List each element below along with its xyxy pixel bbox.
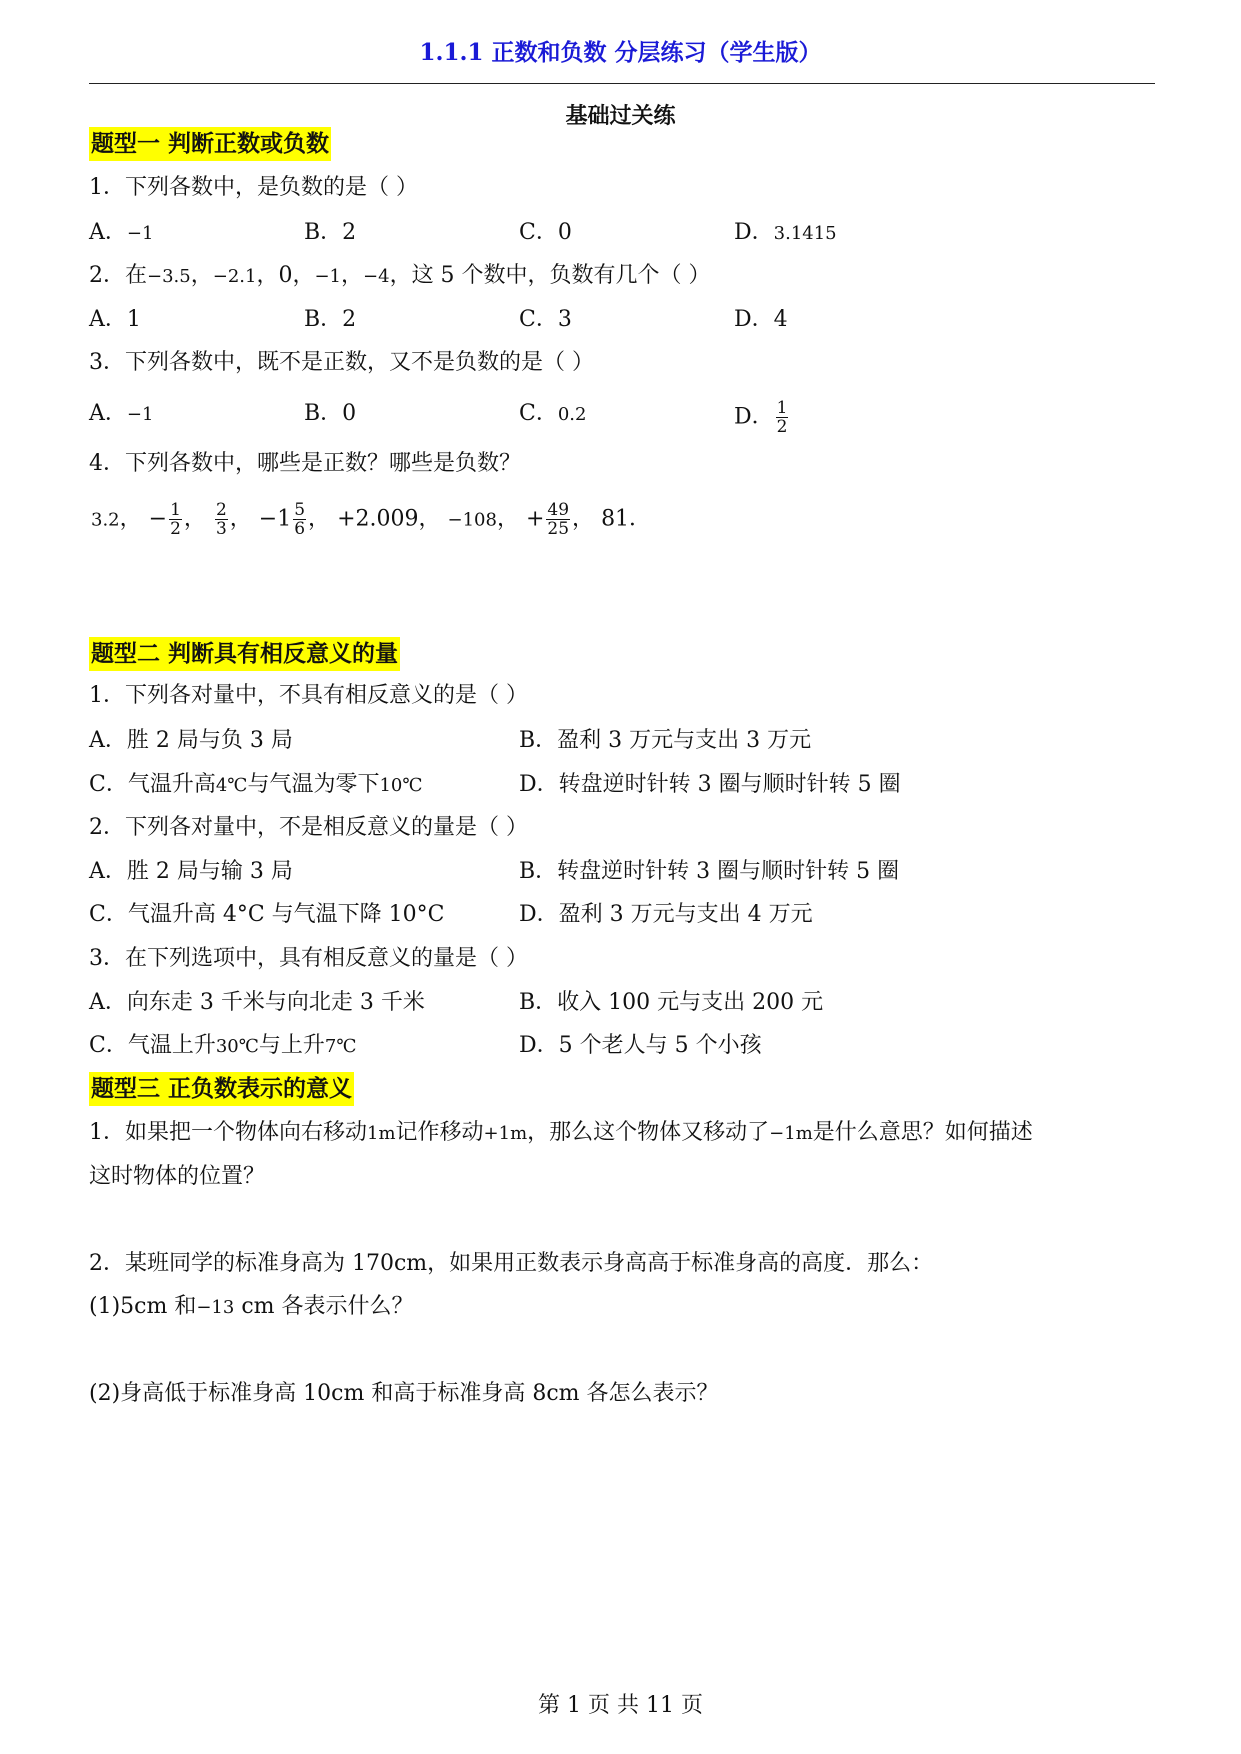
- option-c: C．0.2: [519, 401, 587, 426]
- fraction: $\frac{1}{2}$: [170, 500, 181, 539]
- question-2-1-stem: 1．下列各对量中，不具有相反意义的是（ ）: [89, 683, 528, 708]
- option-c: C．气温升高4℃与气温为零下10℃: [89, 772, 423, 797]
- option-b: B．盈利 3 万元与支出 3 万元: [519, 728, 812, 753]
- option-d: D．转盘逆时针转 3 圈与顺时针转 5 圈: [519, 772, 901, 797]
- number-list: 3.2， − $\frac{1}{2}$ ， $\frac{2}{3}$ ， −1 $\frac{5}{6}$ ， +2.009， −108， + $\frac{49}{25}$ ， 81．: [91, 500, 652, 539]
- option-c: C．0: [519, 220, 572, 245]
- fraction: $\frac{5}{6}$: [294, 500, 306, 539]
- question-2-2-stem: 2．下列各对量中，不是相反意义的量是（ ）: [89, 815, 528, 840]
- question-3-1-stem-continued: 这时物体的位置？: [89, 1164, 266, 1189]
- option-c: C．3: [519, 307, 572, 332]
- question-1-2-stem: 2．在−3.5，−2.1，0，−1，−4，这 5 个数中，负数有几个（ ）: [89, 263, 711, 288]
- option-a: A．胜 2 局与输 3 局: [89, 859, 293, 884]
- section-heading-1: 题型一 判断正数或负数: [89, 127, 331, 161]
- question-1-4-stem: 4．下列各数中，哪些是正数？哪些是负数？: [89, 451, 521, 476]
- option-c: C．气温上升30℃与上升7℃: [89, 1033, 357, 1058]
- option-d: D． $\frac{1}{2}$: [734, 398, 788, 437]
- section-subtitle: 基础过关练: [565, 103, 676, 129]
- option-b: B．转盘逆时针转 3 圈与顺时针转 5 圈: [519, 859, 900, 884]
- option-d: D．盈利 3 万元与支出 4 万元: [519, 902, 813, 927]
- section-heading-2: 题型二 判断具有相反意义的量: [89, 637, 400, 671]
- question-3-1-stem: 1．如果把一个物体向右移动1m记作移动+1m，那么这个物体又移动了−1m是什么意思？如何描述: [89, 1120, 1033, 1145]
- option-a: A．胜 2 局与负 3 局: [89, 728, 293, 753]
- option-d: D．3.1415: [734, 220, 837, 245]
- option-b: B．2: [304, 307, 357, 332]
- question-1-3-stem: 3．下列各数中，既不是正数，又不是负数的是（ ）: [89, 350, 594, 375]
- option-a: A．−1: [89, 220, 154, 245]
- question-3-2-part-1: (1)5cm 和−13 cm 各表示什么？: [89, 1294, 414, 1319]
- question-2-3-stem: 3．在下列选项中，具有相反意义的量是（ ）: [89, 946, 528, 971]
- fraction: $\frac{2}{3}$: [215, 500, 227, 539]
- option-b: B．2: [304, 220, 357, 245]
- option-d: D．4: [734, 307, 788, 332]
- fraction: $\frac{49}{25}$: [547, 500, 570, 539]
- section-heading-3: 题型三 正负数表示的意义: [89, 1072, 354, 1106]
- question-3-2-part-2: (2)身高低于标准身高 10cm 和高于标准身高 8cm 各怎么表示？: [89, 1381, 719, 1406]
- option-a: A．向东走 3 千米与向北走 3 千米: [89, 990, 425, 1015]
- header-rule: [89, 83, 1155, 84]
- question-3-2-stem: 2．某班同学的标准身高为 170cm，如果用正数表示身高高于标准身高的高度．那么：: [89, 1251, 934, 1276]
- option-b: B．0: [304, 401, 357, 426]
- option-d: D．5 个老人与 5 个小孩: [519, 1033, 762, 1058]
- option-a: A．1: [89, 307, 141, 332]
- fraction: $\frac{1}{2}$: [776, 398, 788, 437]
- page-footer: 第 1 页 共 11 页: [538, 1693, 703, 1718]
- question-1-1-stem: 1．下列各数中，是负数的是（ ）: [89, 175, 418, 200]
- document-title: 1.1.1 正数和负数 分层练习（学生版）: [419, 39, 822, 66]
- option-a: A．−1: [89, 401, 154, 426]
- option-c: C．气温升高 4°C 与气温下降 10°C: [89, 902, 445, 927]
- option-b: B．收入 100 元与支出 200 元: [519, 990, 824, 1015]
